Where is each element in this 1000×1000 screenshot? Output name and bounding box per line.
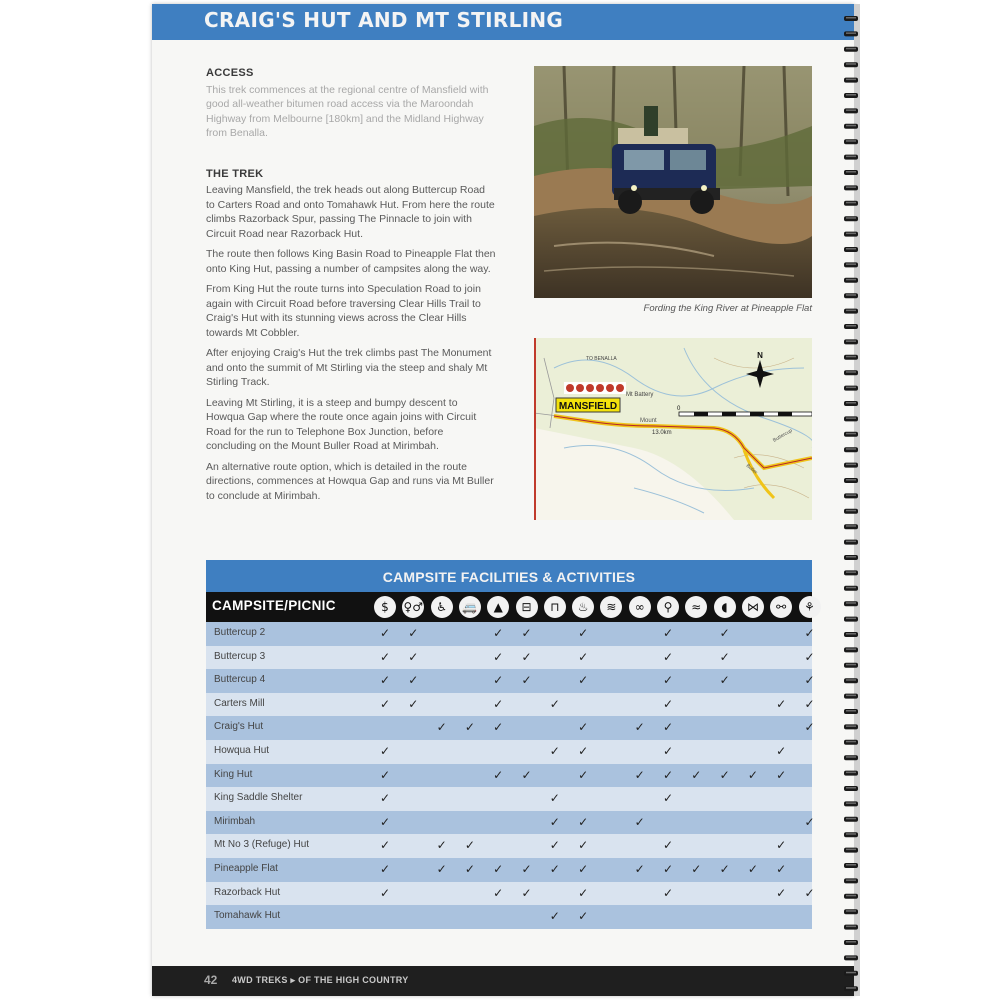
map-illustration [534, 338, 812, 520]
check-mark-icon: ✓ [804, 814, 815, 829]
check-mark-icon: ✓ [408, 649, 419, 664]
check-mark-icon: ✓ [578, 744, 589, 758]
check-mark-icon: ✓ [776, 885, 787, 900]
check-mark-icon: ✓ [634, 862, 645, 876]
check-mark-icon: ✓ [549, 814, 560, 829]
check-mark-icon: ✓ [776, 744, 787, 758]
map-to-label: TO BENALLA [586, 356, 617, 362]
check-mark-icon: ✓ [578, 649, 589, 664]
check-mark-icon: ✓ [662, 649, 674, 664]
cycling-icon: ⚯ [770, 596, 792, 618]
check-mark-icon: ✓ [578, 838, 589, 853]
check-mark-icon: ✓ [719, 649, 730, 664]
campsite-name: Buttercup 3 [214, 650, 266, 662]
check-mark-icon: ✓ [493, 673, 504, 688]
check-mark-icon: ✓ [521, 885, 532, 900]
row-header-label: CAMPSITE/PICNIC [212, 598, 336, 613]
table-row [206, 693, 815, 717]
check-mark-icon: ✓ [521, 673, 532, 688]
check-mark-icon: ✓ [408, 673, 419, 688]
trek-paragraph: From King Hut the route turns into Speculation Road to join again with Circuit Road before traversing Clear Hills Trail to Craig's Hut with its stunning views across the Clear Hills towards Mt Cobbler. [206, 283, 481, 339]
table-row [206, 669, 815, 693]
check-mark-icon: ✓ [436, 720, 447, 735]
check-mark-icon: ✓ [379, 626, 391, 640]
check-mark-icon: ✓ [691, 767, 702, 782]
check-mark-icon: ✓ [719, 862, 730, 876]
table-row [206, 646, 815, 670]
check-mark-icon: ✓ [521, 626, 532, 640]
check-mark-icon: ✓ [578, 862, 589, 876]
campsite-name: Carters Mill [214, 697, 265, 709]
campsite-name: Mirimbah [214, 815, 256, 827]
access-text: This trek commences at the regional centre of Mansfield with good all-weather bitumen road access via the Maroondah Highway from Melbourne [180km] and the Midland Highway from Benalla. [206, 83, 489, 139]
route-map [534, 338, 812, 520]
page-footer [152, 966, 854, 996]
check-mark-icon: ✓ [521, 767, 532, 782]
campsite-name: Mt No 3 (Refuge) Hut [214, 839, 310, 851]
campsite-name: Buttercup 4 [214, 674, 266, 686]
check-mark-icon: ✓ [493, 885, 504, 900]
check-mark-icon: ✓ [549, 862, 560, 876]
tent-icon: ▲ [487, 596, 509, 618]
footer-series: 4WD TREKS [232, 975, 288, 985]
picnic-table-icon: ⊓ [544, 596, 566, 618]
trek-paragraph: Leaving Mt Stirling, it is a steep and bumpy descent to Howqua Gap where the route once again joins with Circuit Road for the run to Telephone Box Junction, before concluding on the Mount Buller Road at Mirimbah. [206, 396, 477, 452]
check-mark-icon: ✓ [662, 696, 674, 711]
check-mark-icon: ✓ [662, 744, 674, 758]
check-mark-icon: ✓ [662, 791, 674, 806]
check-mark-icon: ✓ [691, 862, 702, 876]
check-mark-icon: ✓ [436, 862, 447, 876]
access-heading: ACCESS [206, 67, 254, 79]
check-mark-icon: ✓ [662, 767, 674, 782]
campsite-name: Howqua Hut [214, 745, 270, 756]
check-mark-icon: ✓ [379, 838, 391, 853]
check-mark-icon: ✓ [578, 673, 589, 688]
table-row [206, 905, 812, 929]
check-mark-icon: ✓ [408, 696, 419, 711]
check-mark-icon: ✓ [379, 814, 391, 829]
check-mark-icon: ✓ [549, 838, 560, 853]
check-mark-icon: ✓ [634, 720, 645, 735]
check-mark-icon: ✓ [804, 626, 815, 640]
check-mark-icon: ✓ [408, 626, 419, 640]
binoculars-icon: ∞ [629, 596, 651, 618]
campsite-name: Craig's Hut [214, 721, 264, 733]
trek-heading: THE TREK [206, 167, 264, 180]
page-number: 42 [204, 973, 218, 987]
check-mark-icon: ✓ [521, 862, 532, 876]
check-mark-icon: ✓ [379, 885, 391, 900]
kayak-icon: ⋈ [742, 596, 764, 618]
check-mark-icon: ✓ [634, 767, 645, 782]
campsite-name: Pineapple Flat [214, 863, 278, 874]
map-road-label: Buller [744, 462, 759, 476]
check-mark-icon: ✓ [578, 767, 589, 782]
check-mark-icon: ✓ [549, 696, 560, 711]
check-mark-icon: ✓ [379, 744, 391, 758]
check-mark-icon: ✓ [804, 696, 815, 711]
trek-paragraph: After enjoying Craig's Hut the trek climbs past The Monument and onto the summit of Mt Stirling via the steep and shaly Mt Stirling Track. [206, 347, 492, 388]
check-mark-icon: ✓ [662, 626, 674, 640]
check-mark-icon: ✓ [662, 885, 674, 900]
table-row [206, 834, 812, 858]
campsite-name: Tomahawk Hut [214, 910, 281, 922]
check-mark-icon: ✓ [379, 791, 391, 806]
footer-title: 4WD TREKS ▸ OF THE HIGH COUNTRY [232, 975, 409, 985]
trek-paragraph: The route then follows King Basin Road to Pineapple Flat then onto King Hut, passing a number of campsites along the way. [206, 248, 496, 275]
svg-text:0: 0 [677, 406, 681, 412]
table-header-row [206, 592, 815, 622]
check-mark-icon: ✓ [747, 862, 758, 876]
svg-text:N: N [757, 351, 763, 360]
check-mark-icon: ✓ [464, 720, 475, 735]
check-mark-icon: ✓ [578, 720, 589, 735]
check-mark-icon: ✓ [804, 885, 815, 900]
check-mark-icon: ✓ [464, 862, 475, 876]
campsite-name: King Saddle Shelter [214, 792, 303, 804]
check-mark-icon: ✓ [662, 673, 674, 688]
campsite-name: Buttercup 2 [214, 627, 266, 638]
page-title: CRAIG'S HUT AND MT STIRLING [204, 8, 564, 32]
footer-section: OF THE HIGH COUNTRY [298, 975, 409, 985]
check-mark-icon: ✓ [521, 649, 532, 664]
dog-icon: ⚘ [799, 596, 821, 618]
check-mark-icon: ✓ [776, 838, 787, 853]
fee-icon: $ [374, 596, 396, 618]
table-row [206, 716, 815, 740]
book-page [152, 4, 854, 996]
check-mark-icon: ✓ [493, 626, 504, 640]
table-row [206, 811, 815, 835]
check-mark-icon: ✓ [776, 767, 787, 782]
check-mark-icon: ✓ [747, 767, 758, 782]
check-mark-icon: ✓ [493, 767, 504, 782]
table-row [206, 764, 812, 788]
trek-paragraph: Leaving Mansfield, the trek heads out along Buttercup Road to Carters Road and onto Tomahawk Hut. From here the route climbs Razorback Spur, passing The Pinnacle to join with Circuit Road near Razorback Hut. [206, 184, 495, 240]
campfire-icon: ♨ [572, 596, 594, 618]
swimming-icon: ≈ [685, 596, 707, 618]
check-mark-icon: ✓ [719, 767, 730, 782]
map-mt-label: Mt Battery [626, 392, 654, 398]
text-column [206, 66, 496, 509]
check-mark-icon: ✓ [549, 909, 560, 924]
check-mark-icon: ✓ [464, 838, 475, 853]
check-mark-icon: ✓ [578, 909, 589, 924]
check-mark-icon: ✓ [379, 696, 391, 711]
check-mark-icon: ✓ [379, 862, 391, 876]
check-mark-icon: ✓ [578, 626, 589, 640]
toilets-icon: ♀♂ [402, 596, 424, 618]
check-mark-icon: ✓ [662, 838, 674, 853]
hiking-icon: ⚲ [657, 596, 679, 618]
check-mark-icon: ✓ [379, 673, 391, 688]
wheelchair-icon: ♿ [431, 596, 453, 618]
map-town-label: MANSFIELD [558, 401, 618, 412]
fishing-icon: ≋ [600, 596, 622, 618]
check-mark-icon: ✓ [549, 791, 560, 806]
map-road-label: Mount [640, 418, 657, 424]
facilities-table [206, 560, 815, 930]
check-mark-icon: ✓ [776, 862, 787, 876]
photo-illustration [534, 66, 812, 298]
check-mark-icon: ✓ [804, 720, 815, 735]
check-mark-icon: ✓ [436, 838, 447, 853]
check-mark-icon: ✓ [578, 814, 589, 829]
check-mark-icon: ✓ [804, 649, 815, 664]
check-mark-icon: ✓ [493, 696, 504, 711]
check-mark-icon: ✓ [493, 862, 504, 876]
trailer-icon: ⊟ [516, 596, 538, 618]
check-mark-icon: ✓ [549, 744, 560, 758]
campsite-name: King Hut [214, 768, 253, 780]
check-mark-icon: ✓ [493, 649, 504, 664]
table-row [206, 882, 815, 906]
table-row [206, 858, 812, 882]
check-mark-icon: ✓ [493, 720, 504, 735]
table-row [206, 622, 815, 646]
table-row [206, 787, 812, 811]
spiral-binding [842, 0, 862, 1000]
campsite-name: Razorback Hut [214, 886, 281, 898]
map-road-label: Buttercup [772, 427, 794, 444]
check-mark-icon: ✓ [776, 696, 787, 711]
photo-caption: Fording the King River at Pineapple Flat [643, 303, 812, 314]
check-mark-icon: ✓ [662, 862, 674, 876]
check-mark-icon: ✓ [719, 673, 730, 688]
table-title: CAMPSITE FACILITIES & ACTIVITIES [206, 560, 812, 592]
river-crossing-photo [534, 66, 812, 298]
check-mark-icon: ✓ [578, 885, 589, 900]
check-mark-icon: ✓ [379, 649, 391, 664]
check-mark-icon: ✓ [804, 673, 815, 688]
check-mark-icon: ✓ [662, 720, 674, 735]
check-mark-icon: ✓ [379, 767, 391, 782]
trek-paragraph: An alternative route option, which is detailed in the route directions, commences at Howqua Gap and runs via Mt Buller to conclude at Mirimbah. [206, 460, 494, 502]
table-row [206, 740, 812, 764]
map-distance-label: 13.0km [652, 430, 672, 436]
caravan-icon: 🚐 [459, 596, 481, 618]
title-bar [152, 4, 854, 40]
check-mark-icon: ✓ [719, 626, 730, 640]
canoe-icon: ◖ [714, 596, 736, 618]
check-mark-icon: ✓ [634, 814, 645, 829]
